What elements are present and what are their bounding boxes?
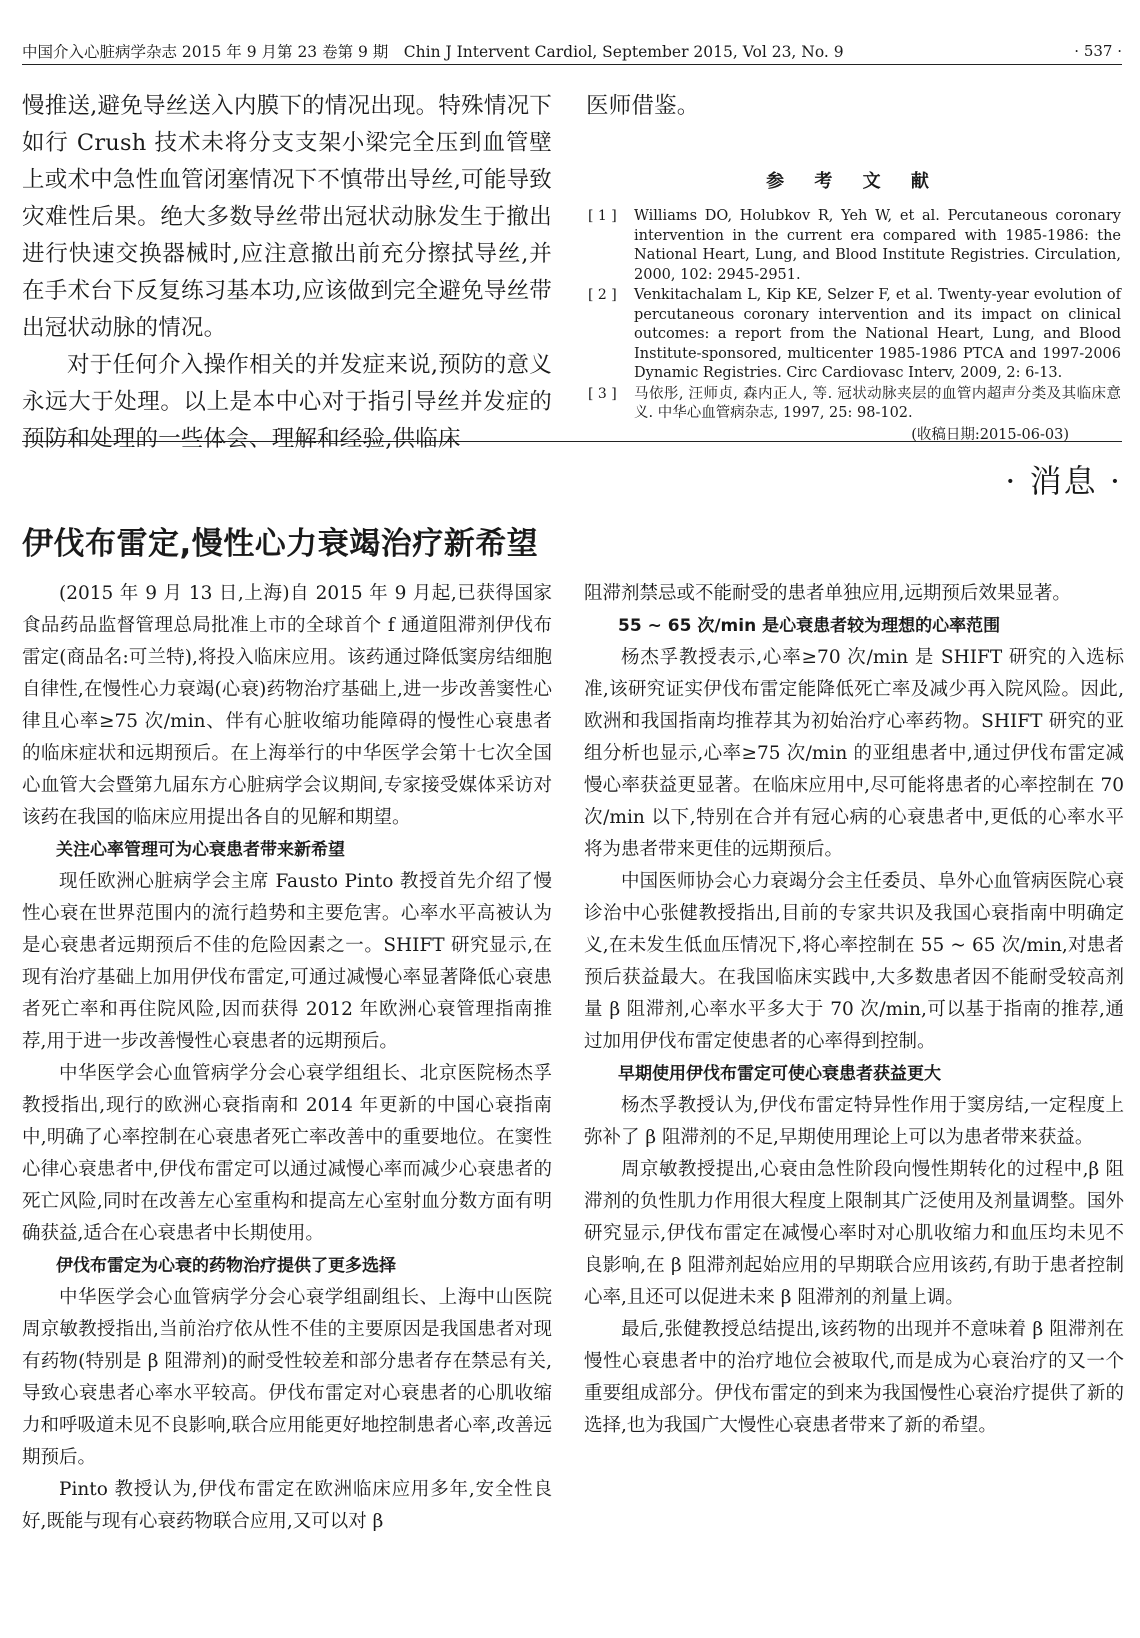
body-paragraph: 最后,张健教授总结提出,该药物的出现并不意味着 β 阻滞剂在慢性心衰患者中的治疗地位会被取代,而是成为心衰治疗的又一个重要组成部分。伊伐布雷定的到来为我国慢性心衰治疗提供了新的选择,也为我国广大慢性心衰患者带来了新的希望。 xyxy=(584,1319,1124,1436)
news-title: 伊伐布雷定,慢性心力衰竭治疗新希望 xyxy=(22,526,539,562)
section-divider xyxy=(22,441,1122,442)
reference-text: Venkitachalam L, Kip KE, Selzer F, et al. Twenty-year evolution of percutaneous coronary intervention and its impact on clinical outcomes: a report from the National Heart, Lung, and Blood Institute-sponsored, multicenter 1985-1986 PTCA and 1997-2006 Dynamic Registries. Circ Cardiovasc Interv, 2009, 2: 6-13. xyxy=(634,287,1121,381)
subheading: 早期使用伊伐布雷定可使心衰患者获益更大 xyxy=(618,1064,941,1084)
body-paragraph: (2015 年 9 月 13 日,上海)自 2015 年 9 月起,已获得国家食品药品监督管理总局批准上市的全球首个 f 通道阻滞剂伊伐布雷定(商品名:可兰特),将投入临床应用。该药通过降低窦房结细胞自律性,在慢性心力衰竭(心衰)药物治疗基础上,进一步改善窦性心律且心率≥75 次/min、伴有心脏收缩功能障碍的慢性心衰患者的临床症状和远期预后。在上海举行的中华医学会第十七次全国心血管大会暨第九届东方心脏病学会议期间,专家接受媒体采访对该药在我国的临床应用提出各自的见解和期望。 xyxy=(22,583,552,828)
reference-text: 马依彤, 汪师贞, 森内正人, 等. 冠状动脉夹层的血管内超声分类及其临床意义. 中华心血管病杂志, 1997, 25: 98-102. xyxy=(634,385,1121,421)
body-paragraph: 慢推送,避免导丝送入内膜下的情况出现。特殊情况下如行 Crush 技术未将分支支架小梁完全压到血管壁上或术中急性血管闭塞情况下不慎带出导丝,可能导致灾难性后果。绝大多数导丝带出冠状动脉发生于撤出进行快速交换器械时,应注意撤出前充分擦拭导丝,并在手术台下反复练习基本功,应该做到完全避免导丝带出冠状动脉的情况。 xyxy=(22,93,552,341)
section-label: · 消息 · xyxy=(1005,462,1122,500)
news-left-column xyxy=(22,578,552,1538)
references-column xyxy=(586,88,1121,445)
references-heading: 参 考 文 献 xyxy=(766,171,941,192)
reference-text: Williams DO, Holubkov R, Yeh W, et al. Percutaneous coronary intervention in the current era compared with 1985-1986: the National Heart, Lung, and Blood Institute Registries. Circulation, 2000, 102: 2945-2951. xyxy=(634,208,1121,283)
body-paragraph: Pinto 教授认为,伊伐布雷定在欧洲临床应用多年,安全性良好,既能与现有心衰药物联合应用,又可以对 β xyxy=(22,1479,552,1532)
body-paragraph: 周京敏教授提出,心衰由急性阶段向慢性期转化的过程中,β 阻滞剂的负性肌力作用很大程度上限制其广泛使用及剂量调整。国外研究显示,伊伐布雷定在减慢心率时对心肌收缩力和血压均未见不良影响,在 β 阻滞剂起始应用的早期联合应用该药,有助于患者控制心率,且还可以促进未来 β 阻滞剂的剂量上调。 xyxy=(584,1159,1124,1308)
subheading: 55 ~ 65 次/min 是心衰患者较为理想的心率范围 xyxy=(618,616,1001,636)
body-paragraph: 杨杰孚教授认为,伊伐布雷定特异性作用于窦房结,一定程度上弥补了 β 阻滞剂的不足,早期使用理论上可以为患者带来获益。 xyxy=(584,1095,1124,1148)
reference-number: [ 2 ] xyxy=(588,287,617,303)
received-date: (收稿日期:2015-06-03) xyxy=(911,426,1069,443)
body-paragraph-continuation: 医师借鉴。 xyxy=(586,93,700,119)
subheading: 伊伐布雷定为心衰的药物治疗提供了更多选择 xyxy=(56,1256,396,1276)
body-paragraph: 中国医师协会心力衰竭分会主任委员、阜外心血管病医院心衰诊治中心张健教授指出,目前的专家共识及我国心衰指南中明确定义,在未发生低血压情况下,将心率控制在 55 ~ 65 次/min,对患者预后获益最大。在我国临床实践中,大多数患者因不能耐受较高剂量 β 阻滞剂,心率水平多大于 70 次/min,可以基于指南的推荐,通过加用伊伐布雷定使患者的心率得到控制。 xyxy=(584,871,1124,1052)
body-paragraph: 中华医学会心血管病学分会心衰学组副组长、上海中山医院周京敏教授指出,当前治疗依从性不佳的主要原因是我国患者对现有药物(特别是 β 阻滞剂)的耐受性较差和部分患者存在禁忌有关,导致心衰患者心率水平较高。伊伐布雷定对心衰患者的心肌收缩力和呼吸道未见不良影响,联合应用能更好地控制患者心率,改善远期预后。 xyxy=(22,1287,552,1468)
body-paragraph: 杨杰孚教授表示,心率≥70 次/min 是 SHIFT 研究的入选标准,该研究证实伊伐布雷定能降低死亡率及减少再入院风险。因此,欧洲和我国指南均推荐其为初始治疗心率药物。SHIFT 研究的亚组分析也显示,心率≥75 次/min 的亚组患者中,通过伊伐布雷定减慢心率获益更显著。在临床应用中,尽可能将患者的心率控制在 70 次/min 以下,特别在合并有冠心病的心衰患者中,更低的心率水平将为患者带来更佳的远期预后。 xyxy=(584,647,1124,860)
running-header xyxy=(22,34,1122,65)
reference-item xyxy=(586,286,1121,384)
previous-article-end xyxy=(22,88,552,458)
body-paragraph: 对于任何介入操作相关的并发症来说,预防的意义永远大于处理。以上是本中心对于指引导丝并发症的预防和处理的一些体会、理解和经验,供临床 xyxy=(22,352,552,452)
reference-number: [ 1 ] xyxy=(588,208,617,224)
reference-number: [ 3 ] xyxy=(588,385,617,402)
body-paragraph: 现任欧洲心脏病学会主席 Fausto Pinto 教授首先介绍了慢性心衰在世界范围内的流行趋势和主要危害。心率水平高被认为是心衰患者远期预后不佳的危险因素之一。SHIFT 研究显示,在现有治疗基础上加用伊伐布雷定,可通过减慢心率显著降低心衰患者死亡率和再住院风险,因而获得 2012 年欧洲心衰管理指南推荐,用于进一步改善慢性心衰患者的远期预后。 xyxy=(22,871,552,1052)
reference-item xyxy=(586,385,1121,424)
body-paragraph-continuation: 阻滞剂禁忌或不能耐受的患者单独应用,远期预后效果显著。 xyxy=(584,583,1071,604)
news-right-column xyxy=(584,578,1124,1442)
journal-citation: 中国介入心脏病学杂志 2015 年 9 月第 23 卷第 9 期 Chin J Intervent Cardiol, September 2015, Vol 23, No. 9 xyxy=(22,43,844,61)
body-paragraph: 中华医学会心血管病学分会心衰学组组长、北京医院杨杰孚教授指出,现行的欧洲心衰指南和 2014 年更新的中国心衰指南中,明确了心率控制在心衰患者死亡率改善中的重要地位。在窦性心律心衰患者中,伊伐布雷定可以通过减慢心率而减少心衰患者的死亡风险,同时在改善左心室重构和提高左心室射血分数方面有明确获益,适合在心衰患者中长期使用。 xyxy=(22,1063,552,1244)
page-number: · 537 · xyxy=(1074,42,1122,60)
reference-item xyxy=(586,207,1121,285)
subheading: 关注心率管理可为心衰患者带来新希望 xyxy=(56,840,345,860)
